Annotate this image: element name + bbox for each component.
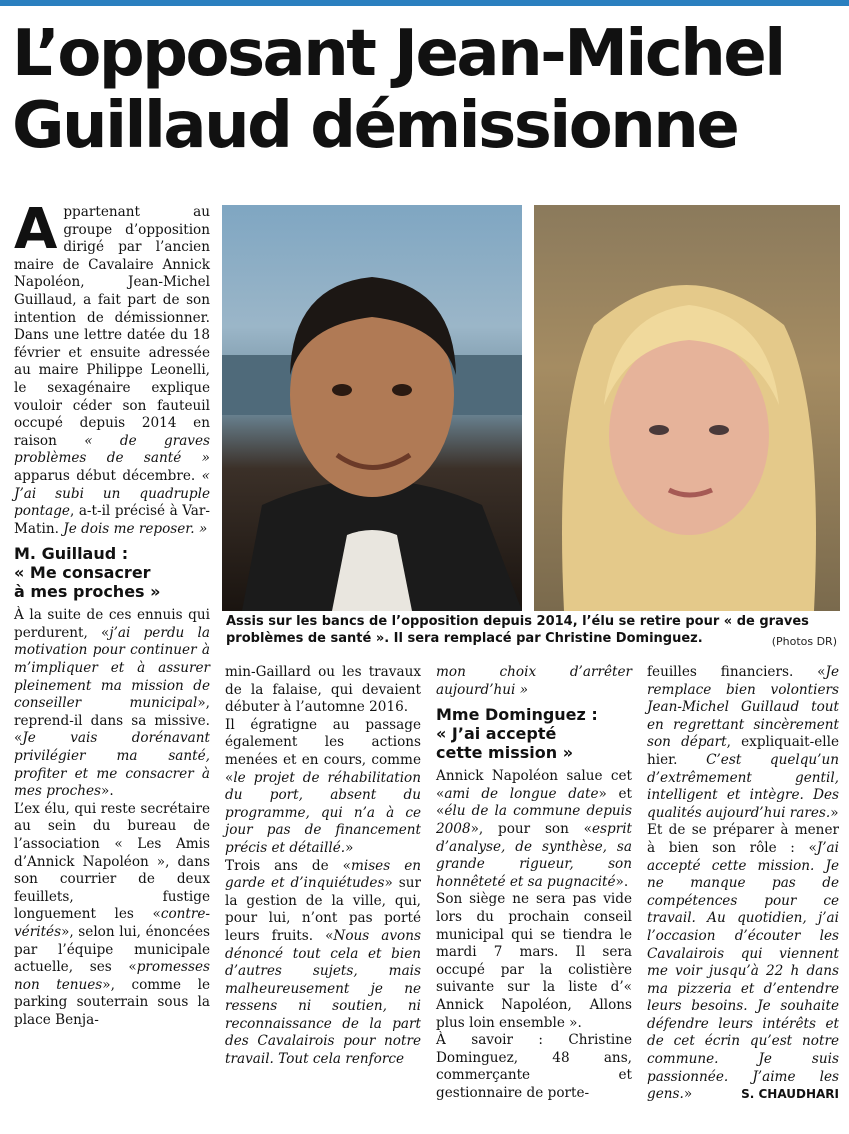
intro-paragraph: Appartenant au groupe d’opposition dirigé par l’ancien maire de Cavalaire Annick Napoléon, Jean-Michel Guillaud, a fait part de son intention de démissionner. Dans une lettre datée du 18 février et ensuite adressée au maire Philippe Leonelli, le sexagénaire explique vouloir céder son fauteuil occupé depuis 2014 en raison « de graves problèmes de santé » apparus début décembre. « J’ai subi un quadruple pontage, a-t-il précisé à Var-Matin. Je dois me reposer. » xyxy=(14,197,210,537)
headline xyxy=(12,18,842,162)
col4-paragraph-3: À savoir : Christine Dominguez, 48 ans, commerçante et gestionnaire de porte- xyxy=(436,1032,632,1101)
col5-paragraph-1: feuilles financiers. «Je remplace bien volontiers Jean-Michel Guillaud tout en regrettant sincèrement son départ, expliquait-elle hier. C’est quelqu’un d’extrêmement gentil, intelligent et intègre. Des qualités aujourd’hui rares.» xyxy=(647,664,839,821)
col3-paragraph-1: min-Gaillard ou les travaux de la falaise, qui devaient débuter à l’automne 2016. xyxy=(225,664,421,716)
portrait-woman-illustration xyxy=(534,205,840,611)
dropcap: A xyxy=(14,197,58,262)
top-color-bar xyxy=(0,0,849,6)
subhead-dominguez: Mme Dominguez : « J’ai accepté cette mission » xyxy=(436,705,598,763)
photo-credit: (Photos DR) xyxy=(771,635,837,648)
subhead-guillaud: M. Guillaud : « Me consacrer à mes proches » xyxy=(14,544,161,602)
col4-paragraph-2: Son siège ne sera pas vide lors du prochain conseil municipal qui se tiendra le mardi 7 mars. Il sera occupé par la colistière suivante sur la liste d’« Annick Napoléon, Allons plus loin ensemble ». xyxy=(436,891,632,1031)
column-4 xyxy=(647,664,839,1104)
column-3 xyxy=(436,664,632,1102)
column-1 xyxy=(14,197,211,1030)
headline-line-1: L’opposant Jean-Michel xyxy=(12,17,784,91)
section1-paragraph-2: L’ex élu, qui reste secrétaire au sein du bureau de l’association « Les Amis d’Annick Napoléon », dans son courrier de deux feuillets, fustige longuement les «contre-vérités», selon lui, énoncées par l’équipe municipale actuelle, ses «promesses non tenues», comme le parking souterrain sous la place Benja- xyxy=(14,800,211,1028)
column-2 xyxy=(225,664,421,1069)
section1-paragraph-1: À la suite de ces ennuis qui perdurent, «j’ai perdu la motivation pour continuer à m’impliquer et à assurer pleinement ma mission de conseiller municipal», reprend-il dans sa missive. «Je vais dorénavant privilégier ma santé, profiter et me consacrer à mes proches». xyxy=(14,607,210,800)
headline-line-2: Guillaud démissionne xyxy=(12,89,738,163)
photo-christine-dominguez xyxy=(534,205,840,611)
photo-jean-michel-guillaud xyxy=(222,205,522,611)
author-signature: S. CHAUDHARI xyxy=(741,1087,839,1102)
col5-paragraph-2: Et de se préparer à mener à bien son rôle : «J’ai accepté cette mission. Je ne manque pas de compétences pour ce travail. Au quotidien, j’ai l’occasion d’écouter les Cavalairois qui viennent me voir jusqu’à 22 h dans ma pizzeria et d’entendre leurs besoins. Je souhaite défendre leurs intérêts et de cet écrin qu’est notre commune. Je suis passionnée. J’aime les gens.» S. CHAUDHARI xyxy=(647,822,839,1103)
portrait-man-illustration xyxy=(222,205,522,611)
col4-paragraph-1: Annick Napoléon salue cet «ami de longue date» et «élu de la commune depuis 2008», pour son «esprit d’analyse, de synthèse, sa grande rigueur, son honnêteté et sa pugnacité». xyxy=(436,768,633,890)
col3-paragraph-2: Il égratigne au passage également les actions menées et en cours, comme «le projet de réhabilitation du port, absent du programme, qui n’a à ce jour pas de financement précis et détaillé.» xyxy=(225,716,421,856)
col3-paragraph-3: Trois ans de «mises en garde et d’inquiétudes» sur la gestion de la ville, qui, pour lui, n’ont pas porté leurs fruits. «Nous avons dénoncé tout cela et bien d’autres sujets, mais malheureusement je ne ressens ni soutien, ni reconnaissance de la part des Cavalairois pour notre travail. Tout cela renforce xyxy=(225,857,421,1068)
col4-paragraph-0: mon choix d’arrêter aujourd’hui » xyxy=(436,664,632,698)
photo-caption: Assis sur les bancs de l’opposition depuis 2014, l’élu se retire pour « de graves problèmes de santé ». Il sera remplacé par Christine Dominguez. xyxy=(226,614,809,646)
